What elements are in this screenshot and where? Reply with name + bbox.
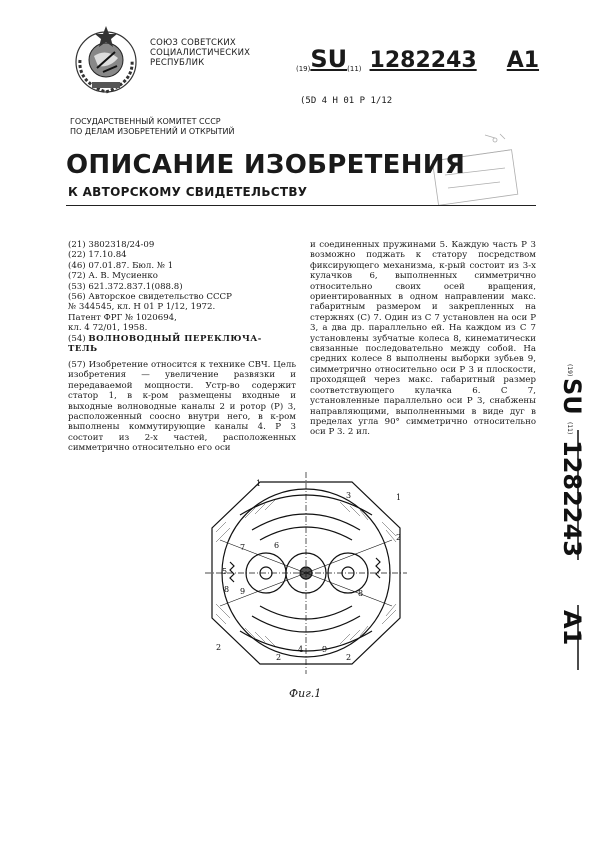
biblio-line: (53) 621.372.837.1(088.8) [68, 281, 183, 292]
biblio-line: (72) А. В. Мусиенко [68, 271, 158, 282]
biblio-line: Патент ФРГ № 1020694, [68, 312, 177, 323]
figure-label: 6 [274, 541, 280, 550]
issuer-line: СОЦИАЛИСТИЧЕСКИХ [150, 48, 251, 58]
spring-right [376, 558, 380, 578]
figure-label: 9 [322, 645, 328, 654]
side-publication-number [540, 360, 586, 680]
figure-label: 8 [358, 589, 364, 598]
issuer-line: СОЮЗ СОВЕТСКИХ [150, 38, 236, 48]
biblio-line: (22) 17.10.84 [68, 250, 127, 261]
side-kind: A1 [558, 610, 586, 646]
code-11: (11) [347, 65, 362, 73]
figure-label: 8 [224, 585, 230, 594]
figure-label: 7 [240, 543, 246, 552]
name-code: (54) [68, 333, 86, 344]
biblio-line: (21) 3802318/24-09 [68, 240, 155, 250]
figure-label: 5 [222, 567, 228, 576]
biblio-line: кл. 4 72/01, 1958. [68, 323, 148, 334]
figure-label: 3 [346, 491, 352, 500]
figure-label: 2 [396, 533, 402, 542]
switch-figure [200, 470, 412, 676]
figure-label: 4 [298, 645, 304, 654]
abstract-text: (57) Изобретение относится к технике СВЧ. Цель изобретения — увеличение развязки и передаваемой мощности. Устр-во содержит статор 1, в к-ром размещены входные и выходные волноводные каналы 2 и ротор (Р) 3, расположенный соосно внутри него, в к-ром выполнены коммутирующие каналы 4. Р 3 состоит из 2-х частей, расположенных симметрично относительно его оси [68, 360, 296, 454]
figure-label: 2 [346, 653, 352, 662]
side-code-11: (11) [566, 422, 573, 435]
ussr-emblem [70, 20, 142, 96]
side-code-19: (19) [566, 364, 573, 377]
figure-caption: Фиг.1 [289, 687, 322, 700]
publication-number [296, 45, 539, 73]
code-19: (19) [296, 65, 311, 73]
issuer-line: РЕСПУБЛИК [150, 58, 205, 68]
figure-label: 2 [216, 643, 222, 652]
country-code: SU [310, 45, 348, 73]
figure-label: 1 [396, 493, 402, 502]
biblio-line: (46) 07.01.87. Бюл. № 1 [68, 260, 174, 271]
invention-name: ВОЛНОВОДНЫЙ ПЕРЕКЛЮЧА- [88, 333, 262, 344]
invention-name-line [68, 334, 296, 344]
document-subtitle: К АВТОРСКОМУ СВИДЕТЕЛЬСТВУ [68, 185, 308, 199]
patent-number: 1282243 [369, 48, 477, 73]
committee-block [70, 117, 234, 137]
committee-line: ПО ДЕЛАМ ИЗОБРЕТЕНИЙ И ОТКРЫТИЙ [70, 127, 235, 136]
figure-label: 9 [240, 587, 246, 596]
figure-label: 2 [276, 653, 282, 662]
spring-left [230, 562, 234, 582]
ipc-classification: (5D 4 H 01 P 1/12 [300, 96, 393, 106]
issuer-block [150, 38, 250, 68]
committee-line: ГОСУДАРСТВЕННЫЙ КОМИТЕТ СССР [70, 117, 221, 126]
bibliographic-data [68, 240, 296, 354]
side-country: SU [558, 378, 586, 415]
figure-label: 1 [256, 479, 262, 488]
invention-name-cont: ТЕЛЬ [68, 344, 98, 355]
biblio-line: № 344545, кл. H 01 P 1/12, 1972. [68, 302, 216, 313]
header-rule [66, 205, 536, 206]
biblio-line: (56) Авторское свидетельство СССР [68, 292, 232, 303]
abstract-continued: и соединенных пружинами 5. Каждую часть Р 3 возможно поджать к статору посредством фиксирующего механизма, к-рый состоит из 3-х кулачков 6, выполненных симметрично относительно своих осей вращения, ориентированных в одном направлении макс. габаритным размером и закрепленных на стержнях (С) 7. Один из С 7 установлен на оси Р 3, а два др. параллельно ей. На каждом из С 7 установлены зубчатые колеса 8, кинематически связанные последовательно между собой. На средних колесе 8 выполнены выборки зубьев 9, симметрично относительно оси Р 3 и плоскости, проходящей через макс. габаритный размер соответствующего кулачка 6. С 7, установленные параллельно оси Р 3, снабжены направляющими, выполненными в виде дуг в пределах угла 90° симметрично относительно оси Р 3. 2 ил. [310, 240, 536, 438]
kind-code: A1 [506, 48, 540, 73]
document-title: ОПИСАНИЕ ИЗОБРЕТЕНИЯ [66, 150, 466, 180]
side-number: 1282243 [558, 440, 586, 557]
